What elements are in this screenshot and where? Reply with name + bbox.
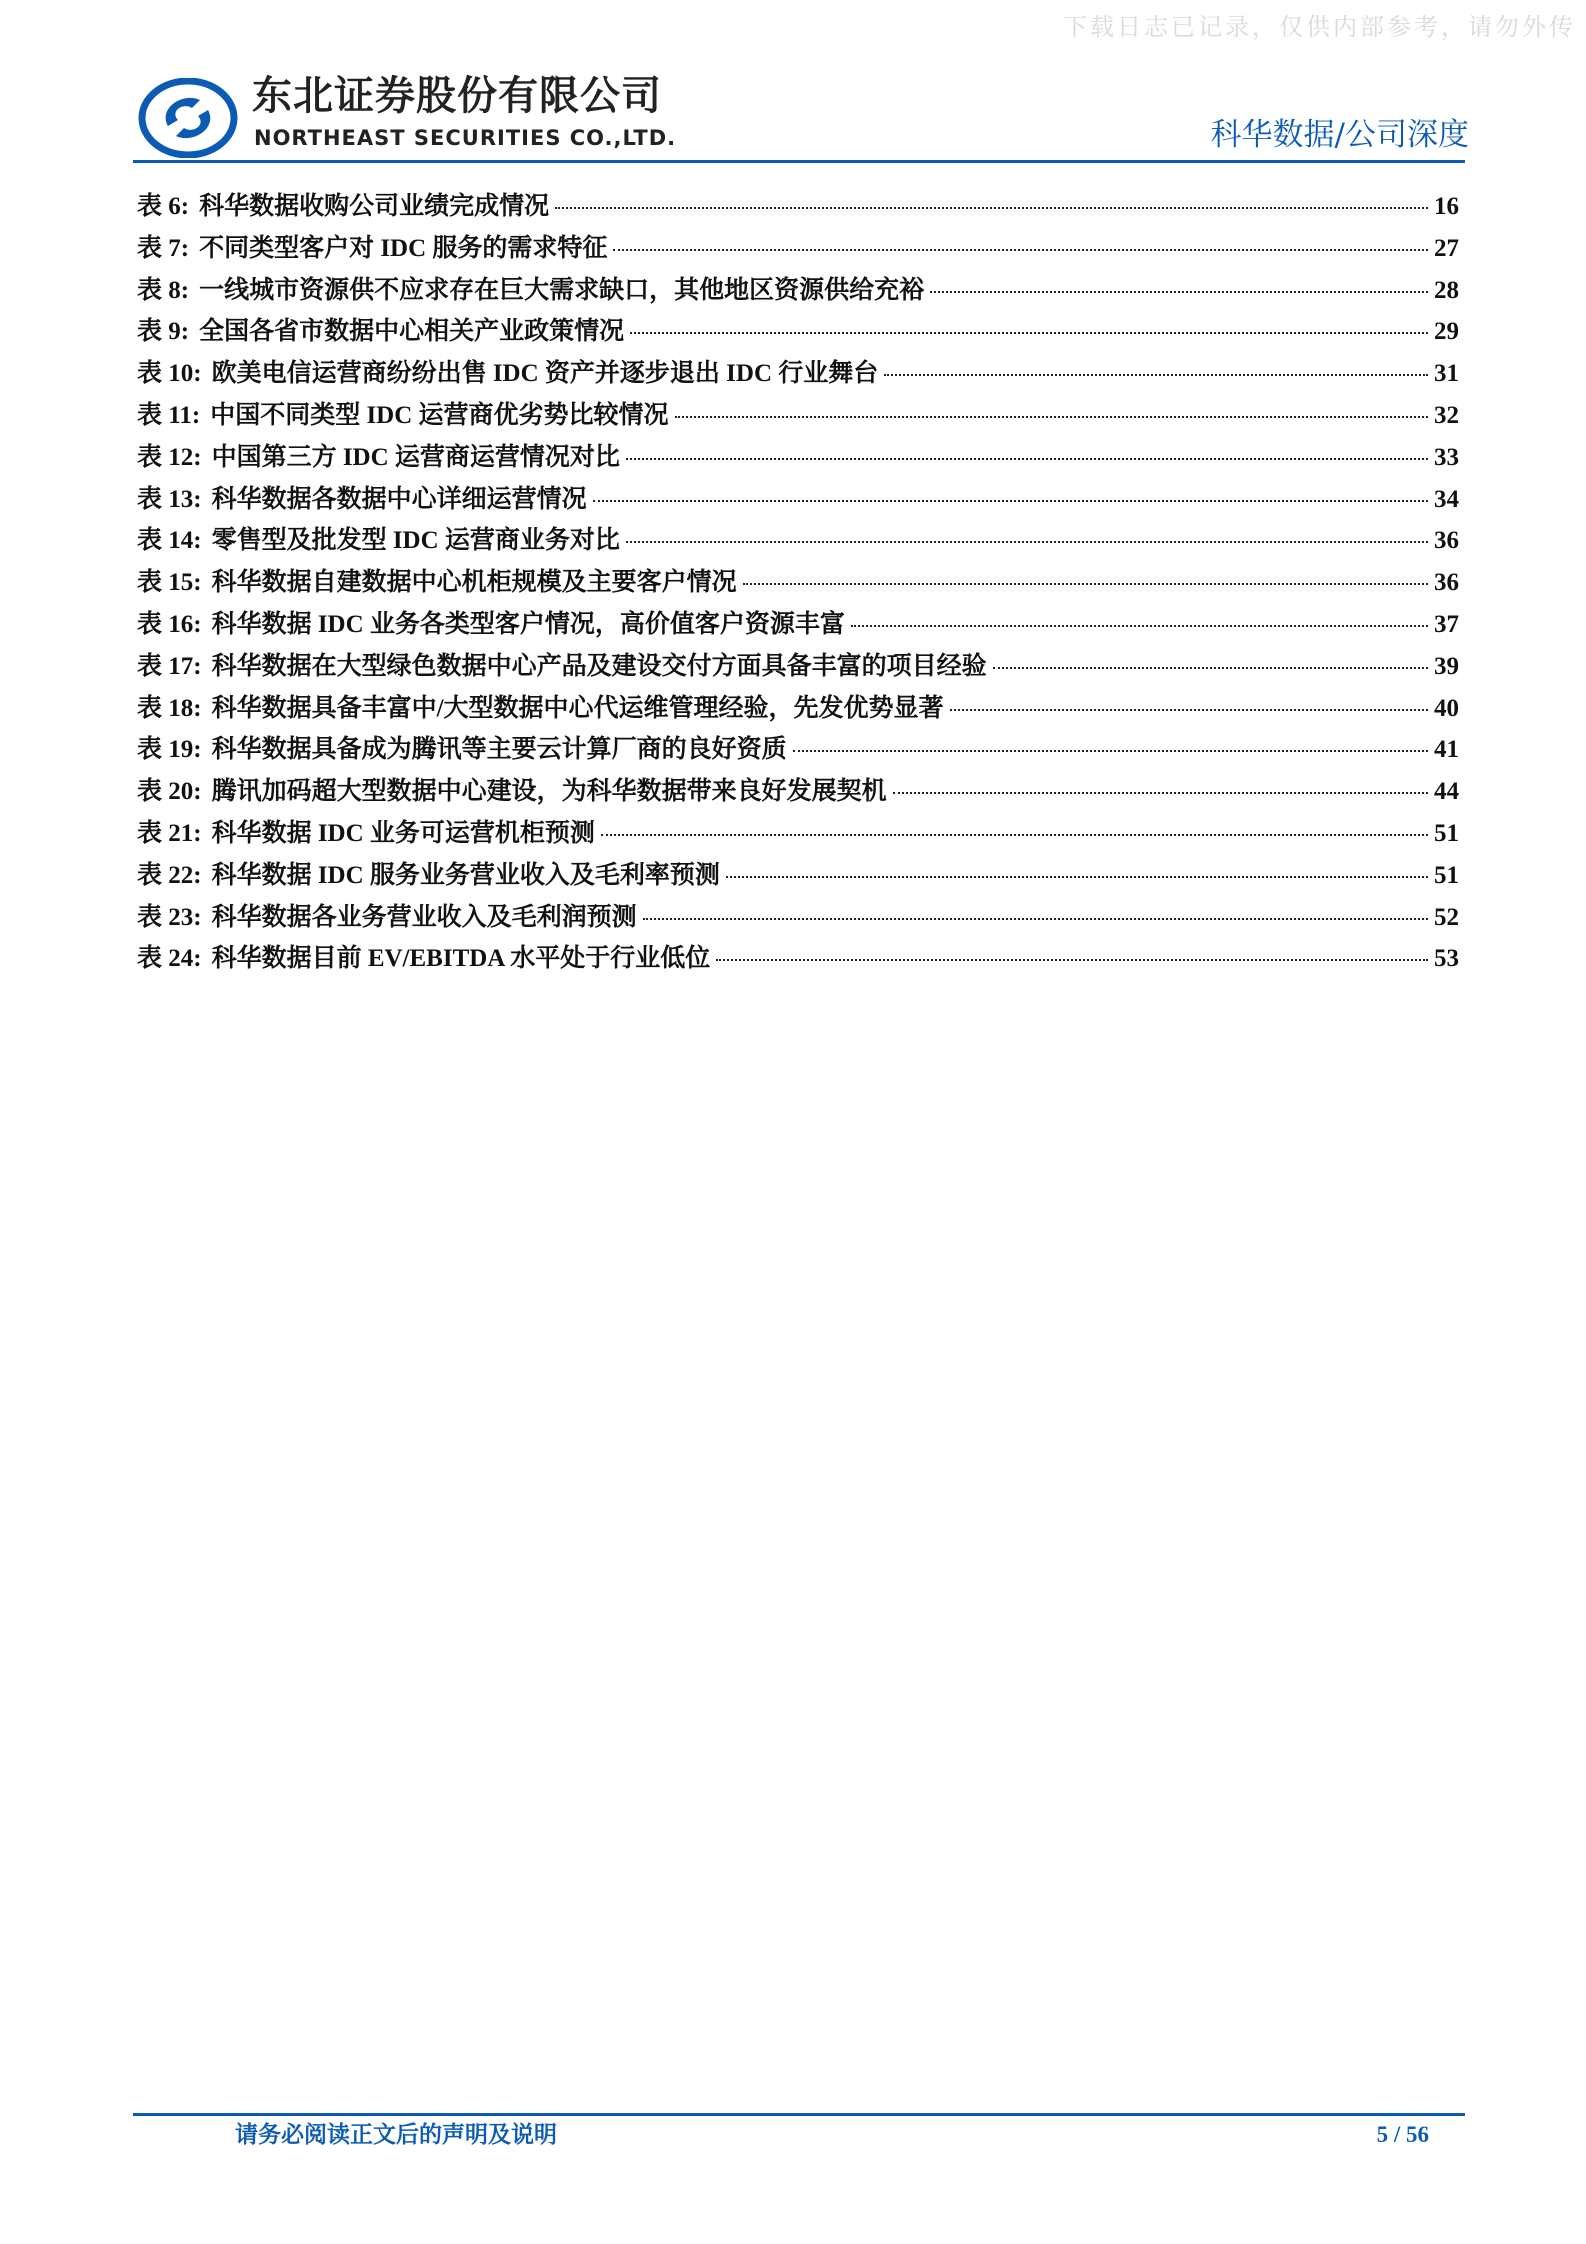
toc-entry-label: 表 18:: [137, 694, 202, 722]
toc-entry-page: 33: [1434, 443, 1459, 471]
toc-entry-label: 表 20:: [137, 778, 202, 806]
toc-entry-title: 科华数据 IDC 服务业务营业收入及毛利率预测: [211, 861, 720, 889]
dot-leader: [593, 500, 1428, 502]
watermark: 下载日志已记录，仅供内部参考，请勿外传: [1063, 13, 1576, 41]
dot-leader: [930, 291, 1428, 293]
toc-entry-page: 44: [1434, 778, 1459, 806]
dot-leader: [851, 625, 1428, 627]
toc-entry-label: 表 8:: [137, 276, 190, 304]
dot-leader: [630, 332, 1428, 334]
table-of-tables: [137, 192, 1459, 986]
toc-entry[interactable]: [137, 694, 1459, 736]
toc-entry-page: 52: [1434, 903, 1459, 931]
dot-leader: [626, 541, 1428, 543]
header-divider: [133, 160, 1465, 163]
toc-entry-page: 40: [1434, 694, 1459, 722]
toc-entry-label: 表 10:: [137, 360, 202, 388]
footer-divider: [133, 2113, 1465, 2116]
toc-entry-title: 零售型及批发型 IDC 运营商业务对比: [211, 527, 620, 555]
dot-leader: [613, 249, 1428, 251]
dot-leader: [675, 416, 1428, 418]
dot-leader: [743, 583, 1428, 585]
toc-entry-title: 科华数据 IDC 业务各类型客户情况，高价值客户资源丰富: [211, 610, 845, 638]
toc-entry-label: 表 13:: [137, 485, 202, 513]
toc-entry-page: 51: [1434, 819, 1459, 847]
dot-leader: [884, 374, 1428, 376]
toc-entry-title: 科华数据各数据中心详细运营情况: [211, 485, 587, 513]
toc-entry-title: 全国各省市数据中心相关产业政策情况: [199, 318, 625, 346]
dot-leader: [716, 959, 1428, 961]
toc-entry-label: 表 11:: [137, 401, 201, 429]
toc-entry-label: 表 17:: [137, 652, 202, 680]
toc-entry-page: 53: [1434, 945, 1459, 973]
toc-entry-label: 表 9:: [137, 318, 190, 346]
toc-entry-title: 科华数据 IDC 业务可运营机柜预测: [211, 819, 595, 847]
toc-entry[interactable]: [137, 443, 1459, 485]
toc-entry[interactable]: [137, 735, 1459, 777]
toc-entry[interactable]: [137, 317, 1459, 359]
dot-leader: [893, 792, 1428, 794]
toc-entry[interactable]: [137, 485, 1459, 527]
toc-entry-title: 欧美电信运营商纷纷出售 IDC 资产并逐步退出 IDC 行业舞台: [211, 360, 879, 388]
toc-entry[interactable]: [137, 526, 1459, 568]
toc-entry-page: 51: [1434, 861, 1459, 889]
dot-leader: [950, 709, 1428, 711]
toc-entry-page: 16: [1434, 193, 1459, 220]
toc-entry-label: 表 14:: [137, 527, 202, 555]
toc-entry-page: 34: [1434, 485, 1459, 513]
company-name-cn: 东北证券股份有限公司: [252, 73, 662, 119]
toc-entry[interactable]: [137, 652, 1459, 694]
toc-entry-label: 表 12:: [137, 443, 202, 471]
company-name-en: NORTHEAST SECURITIES CO.,LTD.: [254, 126, 677, 150]
dot-leader: [993, 667, 1428, 669]
toc-entry-label: 表 6:: [137, 193, 190, 220]
toc-entry-page: 41: [1434, 736, 1459, 764]
toc-entry-title: 中国第三方 IDC 运营商运营情况对比: [211, 443, 620, 471]
toc-entry-label: 表 7:: [137, 234, 190, 262]
dot-leader: [555, 207, 1428, 209]
dot-leader: [643, 918, 1428, 920]
toc-entry[interactable]: [137, 903, 1459, 945]
toc-entry[interactable]: [137, 861, 1459, 903]
toc-entry-title: 腾讯加码超大型数据中心建设，为科华数据带来良好发展契机: [211, 778, 887, 806]
toc-entry-page: 36: [1434, 527, 1459, 555]
toc-entry-title: 一线城市资源供不应求存在巨大需求缺口，其他地区资源供给充裕: [199, 276, 925, 304]
toc-entry[interactable]: [137, 568, 1459, 610]
toc-entry[interactable]: [137, 777, 1459, 819]
toc-entry-page: 36: [1434, 569, 1459, 597]
toc-entry-page: 28: [1434, 276, 1459, 304]
toc-entry-label: 表 15:: [137, 569, 202, 597]
toc-entry[interactable]: [137, 401, 1459, 443]
dot-leader: [601, 834, 1428, 836]
toc-entry-label: 表 19:: [137, 736, 202, 764]
toc-entry[interactable]: [137, 234, 1459, 276]
toc-entry[interactable]: [137, 192, 1459, 234]
toc-entry[interactable]: [137, 819, 1459, 861]
toc-entry-page: 27: [1434, 234, 1459, 262]
toc-entry-title: 科华数据具备丰富中/大型数据中心代运维管理经验，先发优势显著: [211, 694, 944, 722]
toc-entry-title: 科华数据自建数据中心机柜规模及主要客户情况: [211, 569, 737, 597]
toc-entry[interactable]: [137, 944, 1459, 986]
toc-entry-title: 科华数据在大型绿色数据中心产品及建设交付方面具备丰富的项目经验: [211, 652, 987, 680]
toc-entry-label: 表 23:: [137, 903, 202, 931]
toc-entry-label: 表 16:: [137, 610, 202, 638]
toc-entry-title: 科华数据目前 EV/EBITDA 水平处于行业低位: [211, 945, 711, 973]
dot-leader: [793, 750, 1428, 752]
toc-entry-page: 29: [1434, 318, 1459, 346]
toc-entry-label: 表 21:: [137, 819, 202, 847]
toc-entry-label: 表 22:: [137, 861, 202, 889]
toc-entry-page: 37: [1434, 610, 1459, 638]
dot-leader: [726, 876, 1428, 878]
toc-entry-title: 不同类型客户对 IDC 服务的需求特征: [199, 234, 608, 262]
page-number: 5 / 56: [1376, 2122, 1429, 2147]
toc-entry-title: 科华数据收购公司业绩完成情况: [199, 193, 550, 220]
dot-leader: [626, 458, 1428, 460]
toc-entry-title: 中国不同类型 IDC 运营商优劣势比较情况: [210, 401, 669, 429]
toc-entry-page: 39: [1434, 652, 1459, 680]
company-logo-icon: [138, 78, 238, 158]
toc-entry[interactable]: [137, 610, 1459, 652]
toc-entry-label: 表 24:: [137, 945, 202, 973]
toc-entry[interactable]: [137, 359, 1459, 401]
report-tag: 科华数据/公司深度: [1210, 117, 1469, 153]
toc-entry-title: 科华数据各业务营业收入及毛利润预测: [211, 903, 637, 931]
toc-entry-page: 31: [1434, 360, 1459, 388]
toc-entry[interactable]: [137, 276, 1459, 318]
disclaimer-note: 请务必阅读正文后的声明及说明: [235, 2122, 557, 2147]
toc-entry-title: 科华数据具备成为腾讯等主要云计算厂商的良好资质: [211, 736, 787, 764]
toc-entry-page: 32: [1434, 401, 1459, 429]
